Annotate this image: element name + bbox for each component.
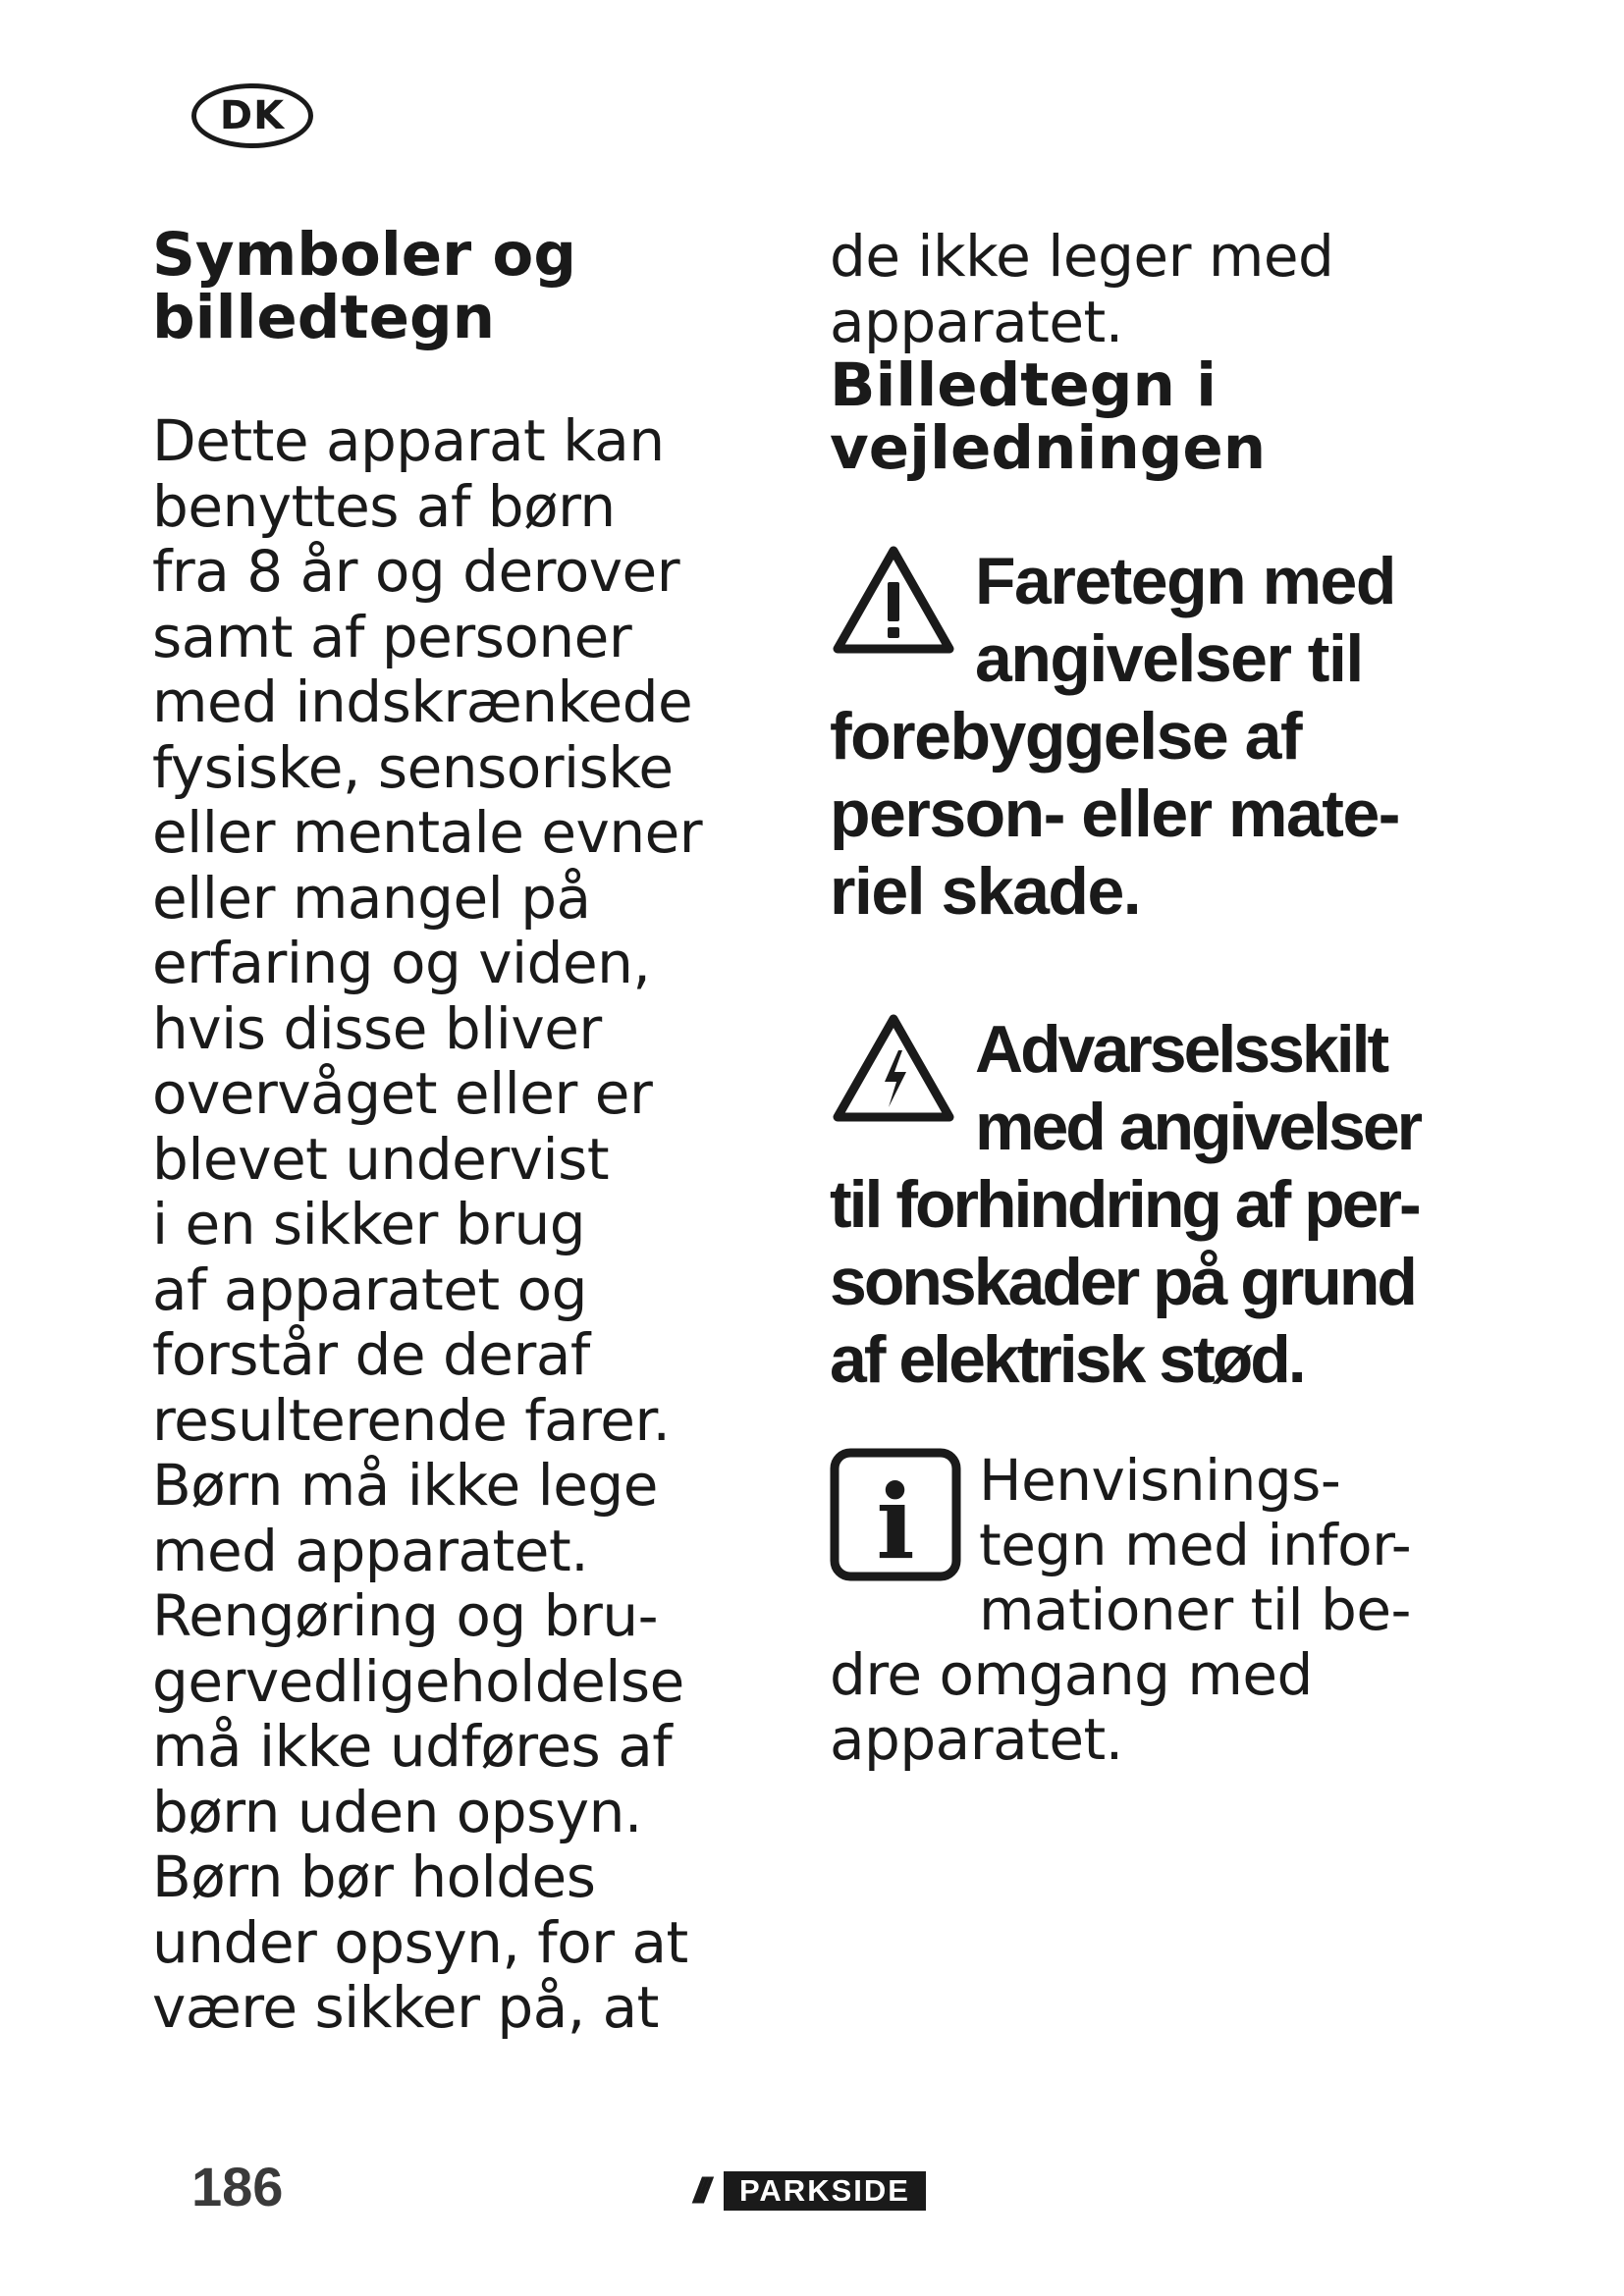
right-column — [830, 224, 1458, 1772]
warning-triangle-icon — [830, 543, 957, 664]
text-line: dre omgang med — [830, 1641, 1313, 1708]
symbol-electric-shock — [830, 1011, 1458, 1399]
text-line: må ikke udføres af — [152, 1713, 673, 1780]
text-line: tegn med infor- — [979, 1512, 1412, 1578]
text-line: forebyggelse af — [830, 699, 1302, 774]
text-line: af elektrisk stød. — [830, 1322, 1304, 1397]
text-line: Rengøring og bru- — [152, 1582, 659, 1649]
heading-line: billedtegn — [152, 283, 496, 352]
logo-slashes: /// — [675, 2171, 724, 2211]
text-line: hvis disse bliver — [152, 994, 602, 1062]
heading-line: Billedtegn i — [830, 350, 1218, 420]
text-line: fra 8 år og derover — [152, 538, 680, 605]
text-line: benyttes af børn — [152, 472, 616, 540]
text-line: Advarselsskilt — [975, 1012, 1387, 1087]
safety-paragraph — [152, 408, 781, 2041]
text-line: overvåget eller er — [152, 1060, 653, 1127]
left-column — [152, 220, 781, 2041]
electric-shock-icon — [830, 1011, 957, 1132]
text-line: erfaring og viden, — [152, 930, 651, 996]
text-line: person- eller mate- — [830, 776, 1399, 851]
text-line: samt af personer — [152, 603, 632, 670]
text-line: Dette apparat kan — [152, 407, 665, 474]
parkside-logo — [675, 2171, 926, 2211]
text-line: i en sikker brug — [152, 1191, 586, 1257]
text-line: af apparatet og — [152, 1255, 587, 1323]
info-glyph: i — [876, 1462, 915, 1581]
text-line: børn uden opsyn. — [152, 1778, 642, 1845]
text-line: eller mentale evner — [152, 799, 703, 866]
page-number: 186 — [191, 2156, 284, 2217]
text-line: resulterende farer. — [152, 1386, 671, 1454]
text-line: apparatet. — [830, 1706, 1123, 1773]
text-line: under opsyn, for at — [152, 1908, 688, 1976]
section-heading-symbols — [152, 220, 781, 352]
text-line: Børn bør holdes — [152, 1843, 596, 1910]
text-line: med indskrænkede — [152, 668, 693, 735]
text-line: gervedligeholdelse — [152, 1647, 684, 1715]
symbol-info — [830, 1448, 1458, 1772]
text-line: angivelser til — [975, 621, 1363, 696]
symbol-warning — [830, 543, 1458, 931]
text-line: apparatet. — [830, 288, 1123, 355]
info-icon — [830, 1448, 961, 1586]
text-line: Henvisnings- — [979, 1447, 1341, 1514]
heading-line: Symboler og — [152, 220, 577, 290]
language-badge: DK — [191, 83, 313, 148]
text-line: forstår de deraf — [152, 1321, 590, 1388]
text-line: Faretegn med — [975, 544, 1395, 618]
text-line: sonskader på grund — [830, 1245, 1415, 1319]
text-line: riel skade. — [830, 854, 1141, 929]
text-line: eller mangel på — [152, 864, 591, 932]
safety-paragraph-continued — [830, 224, 1458, 354]
text-line: de ikke leger med — [830, 223, 1334, 290]
text-line: med angivelser — [975, 1090, 1421, 1164]
text-line: blevet undervist — [152, 1125, 610, 1193]
section-heading-pictograms — [830, 350, 1458, 483]
text-line: fysiske, sensoriske — [152, 733, 674, 801]
text-line: med apparatet. — [152, 1517, 589, 1584]
logo-wordmark: PARKSIDE — [724, 2171, 926, 2211]
text-line: være sikker på, at — [152, 1974, 659, 2041]
heading-line: vejledningen — [830, 413, 1267, 483]
text-line: mationer til be- — [979, 1576, 1411, 1643]
text-line: Børn må ikke lege — [152, 1452, 658, 1519]
text-line: til forhindring af per- — [830, 1167, 1419, 1242]
